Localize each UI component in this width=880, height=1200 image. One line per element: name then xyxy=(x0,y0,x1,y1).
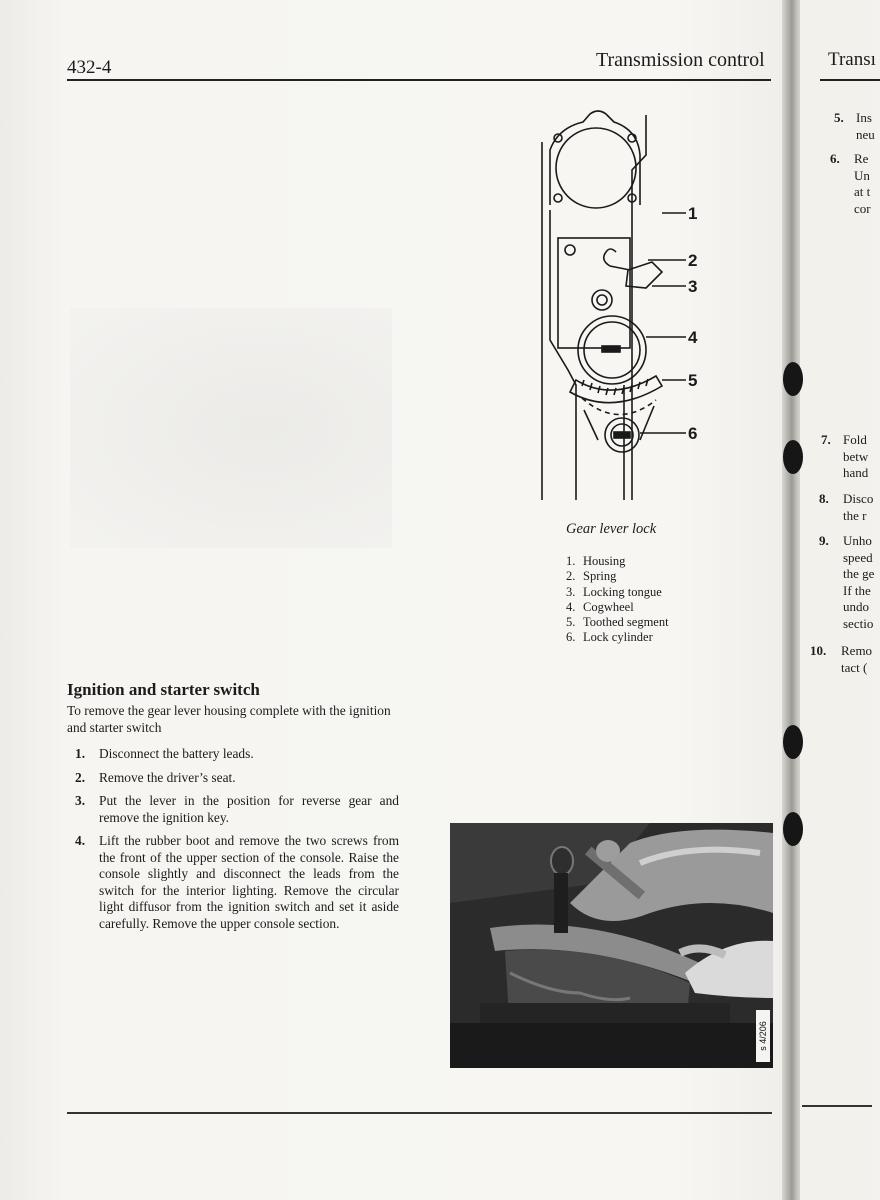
binder-hole xyxy=(783,725,803,759)
adjacent-header-rule xyxy=(820,79,880,81)
binder-hole xyxy=(783,812,803,846)
step-item: 4. Lift the rubber boot and remove the two screws from the front of the upper section of the console. Raise the console slightly and disconnect the leads from the switch for the interior lighting. Remove the circular light diffusor from the ignition switch and set it aside carefully. Remove the upper console section. xyxy=(75,833,399,931)
callout-3: 3 xyxy=(688,277,698,296)
callout-2: 2 xyxy=(688,251,698,270)
figure-legend xyxy=(566,554,669,646)
section-intro: To remove the gear lever housing complete with the ignition and starter switch xyxy=(67,703,391,735)
instruction-steps xyxy=(67,746,399,939)
photo-illustration xyxy=(450,823,773,1068)
faded-bleed-through-area xyxy=(70,308,392,548)
legend-item: 2. Spring xyxy=(566,569,617,584)
adjacent-page-header: Transı xyxy=(828,49,876,70)
figure-caption: Gear lever lock xyxy=(566,521,657,537)
legend-item: 1. Housing xyxy=(566,554,626,568)
cogwheel xyxy=(578,316,646,384)
adjacent-item-5: 5. Ins neu xyxy=(834,110,875,142)
legend-item: 6. Lock cylinder xyxy=(566,630,653,645)
legend-item: 5. Toothed segment xyxy=(566,615,669,630)
adjacent-item-8: 8. Disco the r xyxy=(819,491,874,523)
spring xyxy=(604,249,630,270)
callout-4: 4 xyxy=(688,328,698,347)
step-item: 3. Put the lever in the position for reverse gear and remove the ignition key. xyxy=(75,793,399,825)
lock-cylinder xyxy=(605,418,639,452)
adjacent-item-6: 6. Re Un at t cor xyxy=(830,151,871,216)
page-number: 432-4 xyxy=(67,57,112,78)
console-removal-photo xyxy=(450,823,773,1068)
footer-rule xyxy=(67,1112,772,1114)
adjacent-item-7: 7. Fold betw hand xyxy=(821,432,869,480)
gear-lever-lock-diagram xyxy=(528,110,710,520)
adjacent-item-9: 9. Unho speed the ge If the undo sectio xyxy=(819,533,875,631)
adjacent-page xyxy=(800,0,876,1200)
adjacent-item-10: 10. Remo tact ( xyxy=(810,643,873,675)
legend-item: 4. Cogwheel xyxy=(566,599,634,614)
callout-1: 1 xyxy=(688,204,698,223)
section-header: Transmission control xyxy=(596,49,765,71)
adjacent-footer-rule xyxy=(802,1105,872,1107)
step-item: 2. Remove the driver’s seat. xyxy=(75,769,236,785)
binder-hole xyxy=(783,362,803,396)
step-item: 1. Disconnect the battery leads. xyxy=(75,746,254,761)
binder-hole xyxy=(783,440,803,474)
section-title: Ignition and starter switch xyxy=(67,680,260,699)
legend-item: 3. Locking tongue xyxy=(566,584,662,599)
callout-5: 5 xyxy=(688,371,698,390)
callout-6: 6 xyxy=(688,424,698,443)
photo-reference: s 4/206 xyxy=(756,1010,770,1062)
header-rule xyxy=(67,79,771,81)
